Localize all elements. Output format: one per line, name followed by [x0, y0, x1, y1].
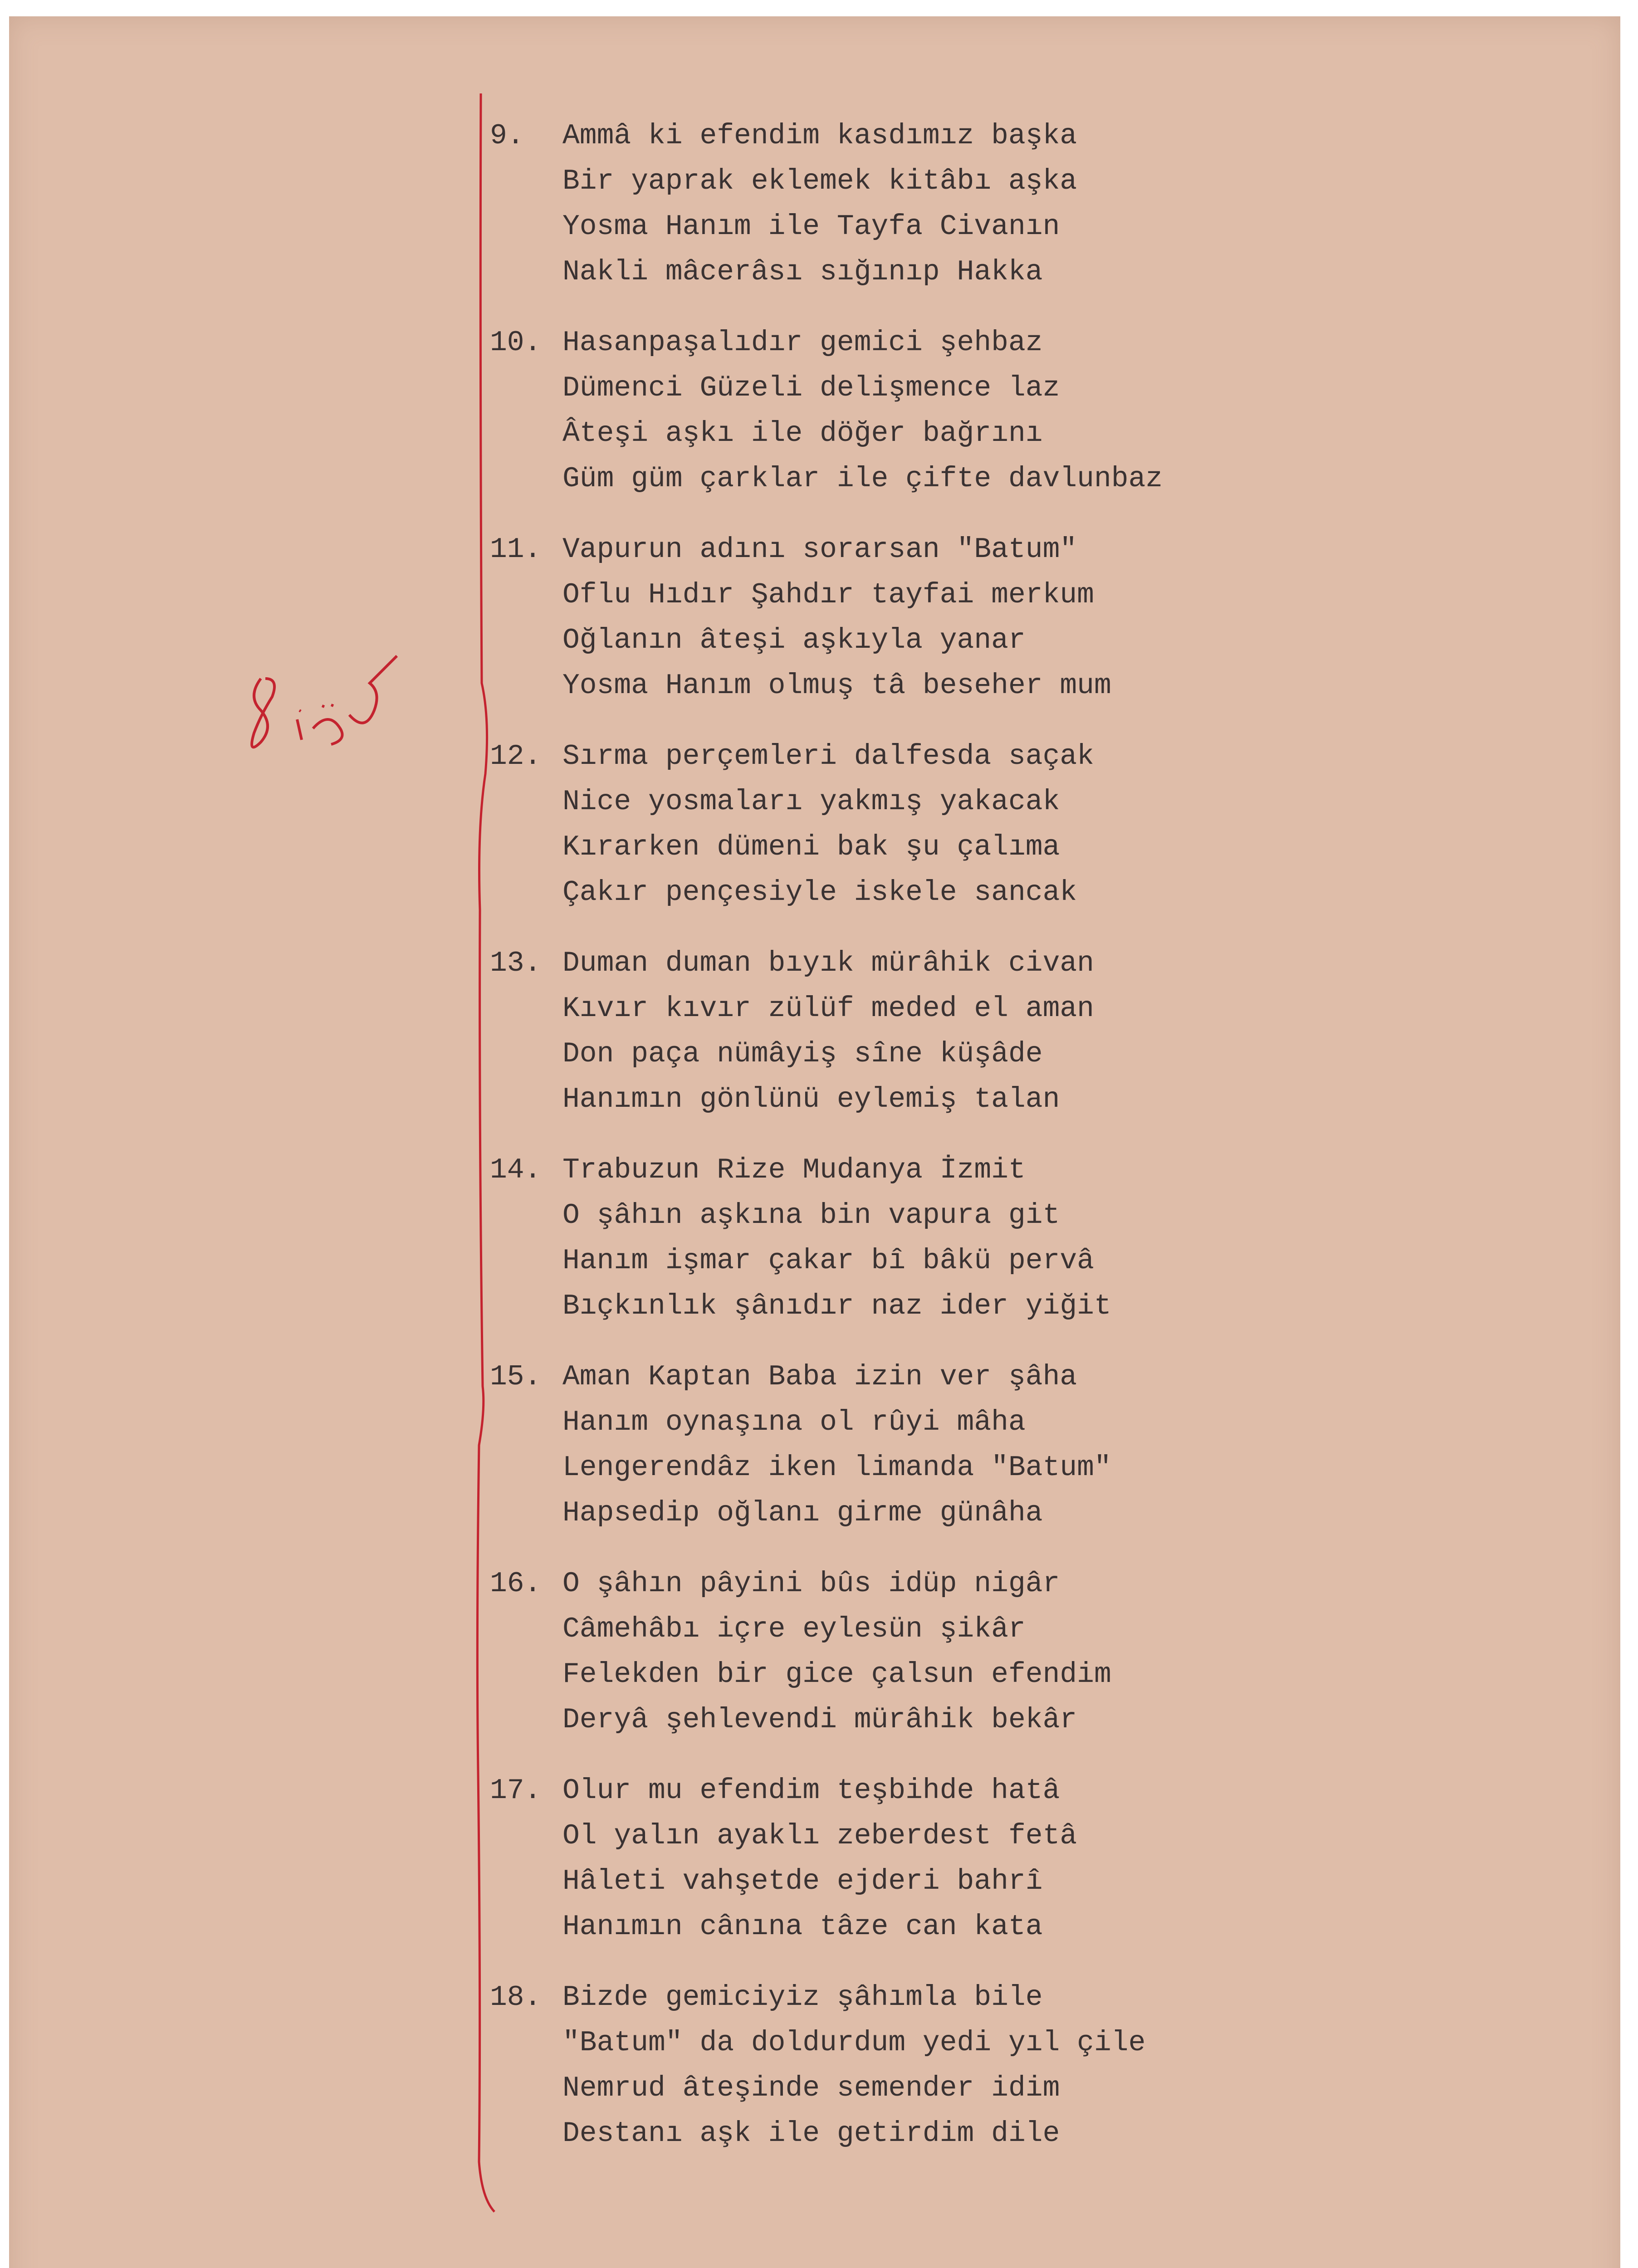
- stanza-14: [490, 1148, 1397, 1354]
- verse-line: Bizde gemiciyiz şâhımla bile: [562, 1981, 1043, 2014]
- verse-line: Ol yalın ayaklı zeberdest fetâ: [562, 1820, 1077, 1852]
- verse-line: Ammâ ki efendim kasdımız başka: [562, 120, 1077, 152]
- verse-line: Câmehâbı içre eylesün şikâr: [562, 1613, 1026, 1645]
- verse-line: Yosma Hanım olmuş tâ beseher mum: [562, 670, 1111, 702]
- typewritten-page: [9, 16, 1620, 2268]
- verse-line: Oflu Hıdır Şahdır tayfai merkum: [562, 579, 1094, 611]
- verse-line: Sırma perçemleri dalfesda saçak: [562, 740, 1094, 772]
- verse-line: Hanım oynaşına ol rûyi mâha: [562, 1406, 1026, 1438]
- verse-line: Olur mu efendim teşbihde hatâ: [562, 1774, 1060, 1807]
- stanza-lines: [562, 1148, 1111, 1329]
- verse-line: Lengerendâz iken limanda "Batum": [562, 1452, 1111, 1484]
- stanza-lines: [562, 527, 1111, 709]
- verse-line: Kıvır kıvır zülüf meded el aman: [562, 992, 1094, 1025]
- stanza-number: 13.: [490, 947, 542, 979]
- verse-line: Âteşi aşkı ile döğer bağrını: [562, 417, 1043, 450]
- stanza-number: 9.: [490, 120, 524, 152]
- verse-line: O şâhın pâyini bûs idüp nigâr: [562, 1568, 1060, 1600]
- verse-line: Oğlanın âteşi aşkıyla yanar: [562, 624, 1026, 656]
- verse-line: Felekden bir gice çalsun efendim: [562, 1658, 1111, 1691]
- stanza-13: [490, 941, 1397, 1148]
- stanza-15: [490, 1354, 1397, 1561]
- stanza-12: [490, 734, 1397, 941]
- stanza-number: 17.: [490, 1774, 542, 1807]
- stanza-number: 16.: [490, 1568, 542, 1600]
- stanza-lines: [562, 320, 1163, 502]
- stanza-number: 15.: [490, 1361, 542, 1393]
- verse-line: Hâleti vahşetde ejderi bahrî: [562, 1865, 1043, 1897]
- stanza-10: [490, 320, 1397, 527]
- stanza-lines: [562, 113, 1077, 295]
- stanza-lines: [562, 1561, 1111, 1743]
- verse-line: Dümenci Güzeli delişmence laz: [562, 372, 1060, 404]
- verse-line: "Batum" da doldurdum yedi yıl çile: [562, 2027, 1146, 2059]
- stanza-number: 14.: [490, 1154, 542, 1186]
- verse-line: Hanımın gönlünü eylemiş talan: [562, 1083, 1060, 1115]
- verse-line: Güm güm çarklar ile çifte davlunbaz: [562, 463, 1163, 495]
- stanza-lines: [562, 1354, 1111, 1536]
- verse-line: Aman Kaptan Baba izin ver şâha: [562, 1361, 1077, 1393]
- verse-line: Hasanpaşalıdır gemici şehbaz: [562, 327, 1043, 359]
- stanza-18: [490, 1975, 1397, 2182]
- verse-line: O şâhın aşkına bin vapura git: [562, 1199, 1060, 1232]
- stanza-number: 12.: [490, 740, 542, 772]
- stanza-lines: [562, 734, 1094, 915]
- verse-line: Çakır pençesiyle iskele sancak: [562, 876, 1077, 909]
- stanza-number: 10.: [490, 327, 542, 359]
- verse-line: Hanım işmar çakar bî bâkü pervâ: [562, 1245, 1094, 1277]
- red-handwriting-icon: [234, 642, 415, 760]
- verse-line: Duman duman bıyık mürâhik civan: [562, 947, 1094, 979]
- verse-line: Bir yaprak eklemek kitâbı aşka: [562, 165, 1077, 197]
- stanza-lines: [562, 941, 1094, 1122]
- verse-line: Nice yosmaları yakmış yakacak: [562, 786, 1060, 818]
- stanza-9: [490, 113, 1397, 320]
- verse-line: Vapurun adını sorarsan "Batum": [562, 533, 1077, 566]
- verse-line: Nakli mâcerâsı sığınıp Hakka: [562, 256, 1043, 288]
- verse-line: Deryâ şehlevendi mürâhik bekâr: [562, 1704, 1077, 1736]
- verse-line: Trabuzun Rize Mudanya İzmit: [562, 1154, 1026, 1186]
- stanza-11: [490, 527, 1397, 734]
- verse-line: Don paça nümâyiş sîne küşâde: [562, 1038, 1043, 1070]
- verse-line: Bıçkınlık şânıdır naz ider yiğit: [562, 1290, 1111, 1322]
- verse-line: Hapsedip oğlanı girme günâha: [562, 1497, 1043, 1529]
- verse-line: Hanımın cânına tâze can kata: [562, 1911, 1043, 1943]
- stanza-lines: [562, 1768, 1077, 1950]
- handwritten-margin-note: [234, 642, 415, 760]
- stanza-lines: [562, 1975, 1145, 2156]
- verse-line: Destanı aşk ile getirdim dile: [562, 2117, 1060, 2150]
- stanza-number: 18.: [490, 1981, 542, 2014]
- stanza-number: 11.: [490, 533, 542, 566]
- verse-line: Kırarken dümeni bak şu çalıma: [562, 831, 1060, 863]
- stanza-16: [490, 1561, 1397, 1768]
- verse-line: Yosma Hanım ile Tayfa Civanın: [562, 210, 1060, 243]
- stanza-17: [490, 1768, 1397, 1975]
- verse-line: Nemrud âteşinde semender idim: [562, 2072, 1060, 2104]
- poem: [490, 113, 1397, 2182]
